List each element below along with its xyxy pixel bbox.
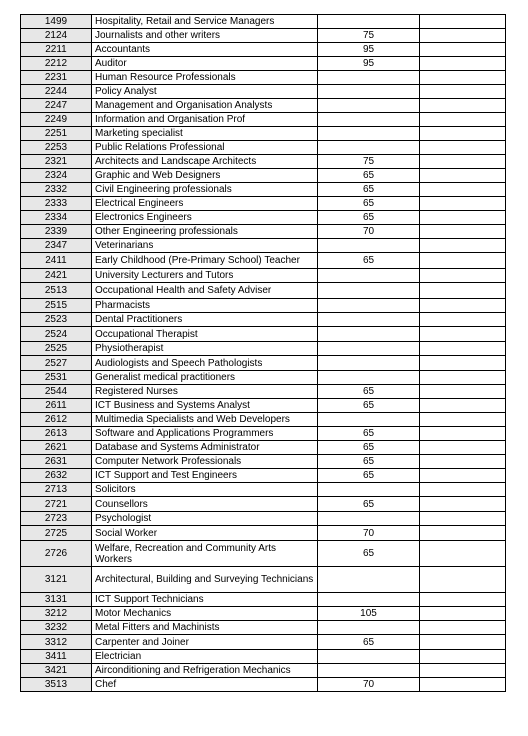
points-value-cell: 65 [318, 455, 420, 469]
occupation-code-cell: 2332 [21, 183, 92, 197]
points-value-cell: 65 [318, 253, 420, 269]
points-value-cell [318, 71, 420, 85]
table-row [21, 85, 506, 99]
empty-cell [420, 313, 506, 327]
occupation-name-cell: Auditor [92, 57, 318, 71]
table-row [21, 635, 506, 650]
occupation-code-cell: 3121 [21, 567, 92, 593]
points-value-cell: 75 [318, 155, 420, 169]
points-value-cell: 70 [318, 526, 420, 541]
table-row [21, 71, 506, 85]
empty-cell [420, 197, 506, 211]
table-row [21, 385, 506, 399]
points-value-cell: 65 [318, 211, 420, 225]
occupation-name-cell: Software and Applications Programmers [92, 427, 318, 441]
occupation-code-cell: 2621 [21, 441, 92, 455]
points-value-cell [318, 512, 420, 526]
occupation-code-cell: 2253 [21, 141, 92, 155]
points-value-cell [318, 85, 420, 99]
empty-cell [420, 29, 506, 43]
table-row [21, 342, 506, 356]
empty-cell [420, 356, 506, 371]
empty-cell [420, 678, 506, 692]
occupation-name-cell: Hospitality, Retail and Service Managers [92, 15, 318, 29]
occupation-name-cell: Public Relations Professional [92, 141, 318, 155]
points-value-cell: 65 [318, 183, 420, 197]
occupation-code-cell: 2632 [21, 469, 92, 483]
occupation-code-cell: 2251 [21, 127, 92, 141]
points-value-cell [318, 113, 420, 127]
table-row [21, 526, 506, 541]
points-value-cell: 65 [318, 427, 420, 441]
empty-cell [420, 141, 506, 155]
table-row [21, 607, 506, 621]
points-value-cell: 95 [318, 43, 420, 57]
empty-cell [420, 155, 506, 169]
table-row [21, 299, 506, 313]
empty-cell [420, 225, 506, 239]
occupation-name-cell: Journalists and other writers [92, 29, 318, 43]
occupation-code-cell: 2611 [21, 399, 92, 413]
empty-cell [420, 455, 506, 469]
occupation-name-cell: Graphic and Web Designers [92, 169, 318, 183]
occupation-name-cell: Solicitors [92, 483, 318, 497]
occupation-code-cell: 2247 [21, 99, 92, 113]
occupation-code-cell: 2523 [21, 313, 92, 327]
occupation-code-cell: 2321 [21, 155, 92, 169]
table-row [21, 413, 506, 427]
table-row [21, 399, 506, 413]
occupation-name-cell: Veterinarians [92, 239, 318, 253]
occupation-name-cell: Motor Mechanics [92, 607, 318, 621]
occupation-code-cell: 3312 [21, 635, 92, 650]
empty-cell [420, 342, 506, 356]
points-value-cell [318, 413, 420, 427]
table-row [21, 441, 506, 455]
empty-cell [420, 15, 506, 29]
empty-cell [420, 650, 506, 664]
occupation-name-cell: Accountants [92, 43, 318, 57]
table-row [21, 313, 506, 327]
empty-cell [420, 239, 506, 253]
occupation-name-cell: Welfare, Recreation and Community Arts Workers [92, 541, 318, 567]
occupation-code-cell: 3421 [21, 664, 92, 678]
occupation-name-cell: Other Engineering professionals [92, 225, 318, 239]
points-value-cell [318, 621, 420, 635]
points-value-cell: 65 [318, 469, 420, 483]
occupation-code-cell: 2544 [21, 385, 92, 399]
points-value-cell: 70 [318, 225, 420, 239]
table-row [21, 650, 506, 664]
occupation-name-cell: University Lecturers and Tutors [92, 269, 318, 283]
points-value-cell [318, 269, 420, 283]
occupation-name-cell: ICT Support and Test Engineers [92, 469, 318, 483]
occupation-code-cell: 2244 [21, 85, 92, 99]
table-row [21, 197, 506, 211]
table-row [21, 43, 506, 57]
occupation-name-cell: Audiologists and Speech Pathologists [92, 356, 318, 371]
occupation-name-cell: Psychologist [92, 512, 318, 526]
table-row [21, 211, 506, 225]
empty-cell [420, 483, 506, 497]
occupation-code-cell: 2334 [21, 211, 92, 225]
table-row [21, 427, 506, 441]
occupation-name-cell: Database and Systems Administrator [92, 441, 318, 455]
occupation-code-cell: 2527 [21, 356, 92, 371]
table-row [21, 225, 506, 239]
empty-cell [420, 621, 506, 635]
empty-cell [420, 567, 506, 593]
empty-cell [420, 541, 506, 567]
occupation-code-cell: 2631 [21, 455, 92, 469]
table-row [21, 169, 506, 183]
empty-cell [420, 526, 506, 541]
empty-cell [420, 371, 506, 385]
points-value-cell [318, 483, 420, 497]
empty-cell [420, 211, 506, 225]
points-value-cell [318, 99, 420, 113]
points-value-cell [318, 313, 420, 327]
points-value-cell [318, 342, 420, 356]
occupation-table [20, 14, 506, 692]
empty-cell [420, 43, 506, 57]
empty-cell [420, 57, 506, 71]
occupation-code-cell: 2713 [21, 483, 92, 497]
occupation-name-cell: Physiotherapist [92, 342, 318, 356]
table-row [21, 283, 506, 299]
empty-cell [420, 183, 506, 197]
table-row [21, 664, 506, 678]
occupation-name-cell: Early Childhood (Pre-Primary School) Teacher [92, 253, 318, 269]
points-value-cell: 65 [318, 197, 420, 211]
empty-cell [420, 299, 506, 313]
points-value-cell [318, 239, 420, 253]
empty-cell [420, 253, 506, 269]
occupation-code-cell: 3411 [21, 650, 92, 664]
occupation-code-cell: 2333 [21, 197, 92, 211]
occupation-code-cell: 3232 [21, 621, 92, 635]
points-value-cell: 65 [318, 385, 420, 399]
points-value-cell: 65 [318, 497, 420, 512]
empty-cell [420, 99, 506, 113]
table-row [21, 239, 506, 253]
table-row [21, 113, 506, 127]
occupation-name-cell: Social Worker [92, 526, 318, 541]
occupation-name-cell: ICT Support Technicians [92, 593, 318, 607]
points-value-cell: 65 [318, 441, 420, 455]
points-value-cell: 65 [318, 399, 420, 413]
occupation-name-cell: Occupational Health and Safety Adviser [92, 283, 318, 299]
occupation-code-cell: 2212 [21, 57, 92, 71]
occupation-name-cell: ICT Business and Systems Analyst [92, 399, 318, 413]
points-value-cell: 70 [318, 678, 420, 692]
occupation-code-cell: 2513 [21, 283, 92, 299]
points-value-cell: 75 [318, 29, 420, 43]
empty-cell [420, 113, 506, 127]
occupation-name-cell: Computer Network Professionals [92, 455, 318, 469]
occupation-code-cell: 2726 [21, 541, 92, 567]
points-value-cell [318, 15, 420, 29]
occupation-name-cell: Counsellors [92, 497, 318, 512]
occupation-name-cell: Information and Organisation Prof [92, 113, 318, 127]
occupation-code-cell: 3513 [21, 678, 92, 692]
table-row [21, 327, 506, 342]
occupation-code-cell: 1499 [21, 15, 92, 29]
empty-cell [420, 327, 506, 342]
occupation-name-cell: Marketing specialist [92, 127, 318, 141]
empty-cell [420, 593, 506, 607]
table-row [21, 127, 506, 141]
occupation-name-cell: Electronics Engineers [92, 211, 318, 225]
table-row [21, 621, 506, 635]
empty-cell [420, 385, 506, 399]
occupation-code-cell: 3212 [21, 607, 92, 621]
occupation-code-cell: 2524 [21, 327, 92, 342]
occupation-name-cell: Civil Engineering professionals [92, 183, 318, 197]
empty-cell [420, 283, 506, 299]
occupation-code-cell: 2515 [21, 299, 92, 313]
points-value-cell [318, 356, 420, 371]
occupation-code-cell: 2249 [21, 113, 92, 127]
occupation-code-cell: 2725 [21, 526, 92, 541]
occupation-code-cell: 2347 [21, 239, 92, 253]
occupation-name-cell: Multimedia Specialists and Web Developers [92, 413, 318, 427]
occupation-code-cell: 2531 [21, 371, 92, 385]
occupation-name-cell: Architectural, Building and Surveying Technicians [92, 567, 318, 593]
table-body [21, 15, 506, 692]
occupation-name-cell: Dental Practitioners [92, 313, 318, 327]
points-value-cell: 95 [318, 57, 420, 71]
table-row [21, 183, 506, 197]
table-row [21, 593, 506, 607]
table-row [21, 567, 506, 593]
occupation-code-cell: 2721 [21, 497, 92, 512]
empty-cell [420, 512, 506, 526]
occupation-name-cell: Policy Analyst [92, 85, 318, 99]
empty-cell [420, 497, 506, 512]
points-value-cell [318, 141, 420, 155]
occupation-name-cell: Registered Nurses [92, 385, 318, 399]
occupation-name-cell: Airconditioning and Refrigeration Mechanics [92, 664, 318, 678]
empty-cell [420, 635, 506, 650]
occupation-name-cell: Chef [92, 678, 318, 692]
table-row [21, 99, 506, 113]
empty-cell [420, 413, 506, 427]
points-value-cell [318, 650, 420, 664]
occupation-code-cell: 2723 [21, 512, 92, 526]
empty-cell [420, 85, 506, 99]
table-row [21, 455, 506, 469]
empty-cell [420, 607, 506, 621]
occupation-code-cell: 2613 [21, 427, 92, 441]
table-row [21, 29, 506, 43]
points-value-cell: 65 [318, 169, 420, 183]
empty-cell [420, 71, 506, 85]
points-value-cell: 105 [318, 607, 420, 621]
points-value-cell [318, 127, 420, 141]
table-row [21, 155, 506, 169]
empty-cell [420, 441, 506, 455]
empty-cell [420, 427, 506, 441]
occupation-name-cell: Pharmacists [92, 299, 318, 313]
empty-cell [420, 127, 506, 141]
table-row [21, 269, 506, 283]
occupation-code-cell: 2421 [21, 269, 92, 283]
occupation-code-cell: 2211 [21, 43, 92, 57]
points-value-cell [318, 283, 420, 299]
empty-cell [420, 169, 506, 183]
table-row [21, 356, 506, 371]
table-row [21, 483, 506, 497]
table-row [21, 15, 506, 29]
occupation-code-cell: 2612 [21, 413, 92, 427]
empty-cell [420, 399, 506, 413]
empty-cell [420, 269, 506, 283]
occupation-code-cell: 3131 [21, 593, 92, 607]
points-value-cell [318, 327, 420, 342]
table-row [21, 371, 506, 385]
occupation-code-cell: 2411 [21, 253, 92, 269]
occupation-name-cell: Carpenter and Joiner [92, 635, 318, 650]
occupation-name-cell: Generalist medical practitioners [92, 371, 318, 385]
points-value-cell [318, 664, 420, 678]
occupation-code-cell: 2324 [21, 169, 92, 183]
table-row [21, 512, 506, 526]
table-row [21, 497, 506, 512]
points-value-cell [318, 371, 420, 385]
table-row [21, 541, 506, 567]
occupation-name-cell: Management and Organisation Analysts [92, 99, 318, 113]
occupation-name-cell: Architects and Landscape Architects [92, 155, 318, 169]
points-value-cell [318, 567, 420, 593]
points-value-cell [318, 593, 420, 607]
occupation-code-cell: 2525 [21, 342, 92, 356]
occupation-name-cell: Occupational Therapist [92, 327, 318, 342]
table-row [21, 678, 506, 692]
occupation-code-cell: 2124 [21, 29, 92, 43]
occupation-code-cell: 2339 [21, 225, 92, 239]
empty-cell [420, 469, 506, 483]
occupation-name-cell: Electrical Engineers [92, 197, 318, 211]
occupation-name-cell: Metal Fitters and Machinists [92, 621, 318, 635]
occupation-name-cell: Electrician [92, 650, 318, 664]
empty-cell [420, 664, 506, 678]
points-value-cell: 65 [318, 541, 420, 567]
table-row [21, 57, 506, 71]
occupation-name-cell: Human Resource Professionals [92, 71, 318, 85]
points-value-cell: 65 [318, 635, 420, 650]
table-row [21, 253, 506, 269]
occupation-code-cell: 2231 [21, 71, 92, 85]
table-row [21, 141, 506, 155]
points-value-cell [318, 299, 420, 313]
table-row [21, 469, 506, 483]
